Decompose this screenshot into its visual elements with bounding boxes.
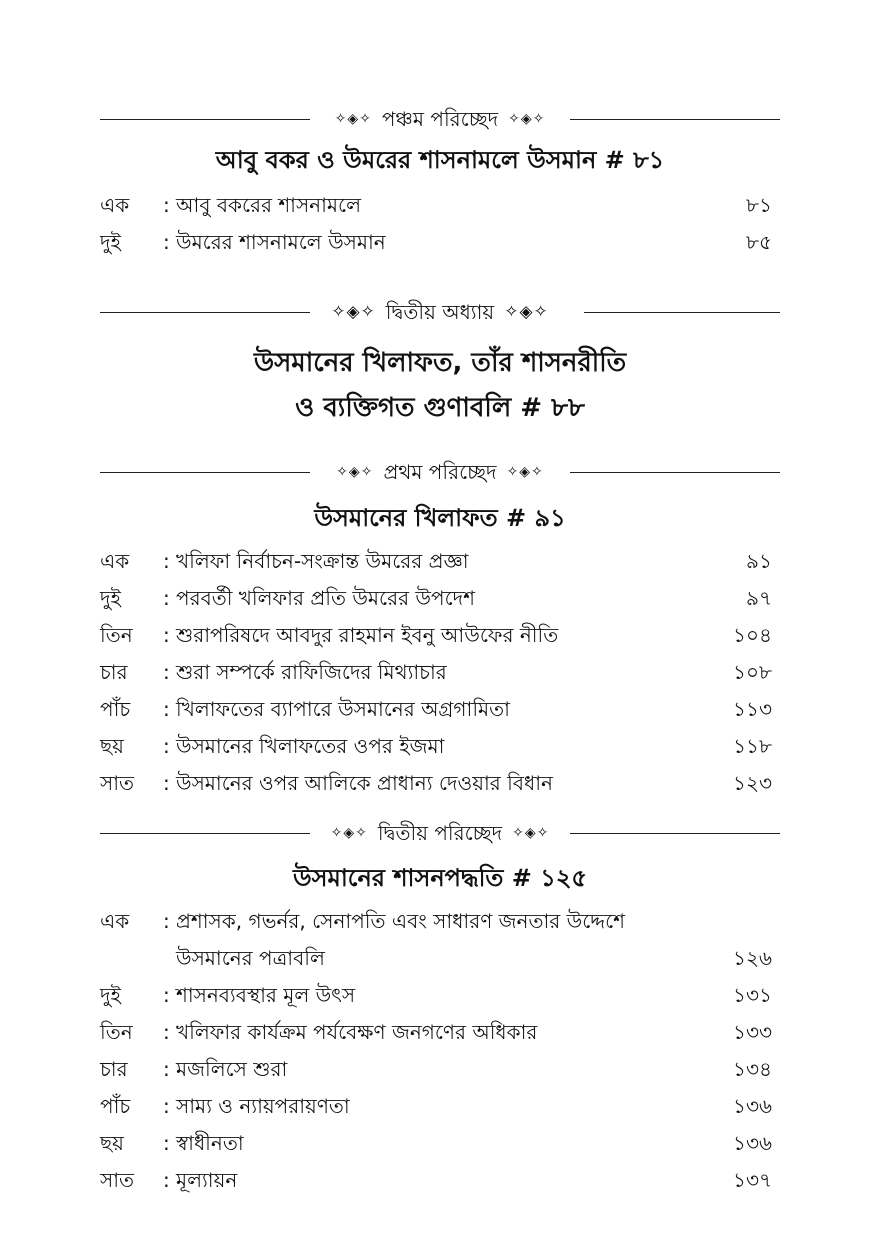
entry-title: খিলাফতের ব্যাপারে উসমানের অগ্রগামিতা	[176, 697, 510, 721]
ornament-icon: ✧◈✧	[508, 111, 546, 127]
divider-label: দ্বিতীয় অধ্যায়	[385, 300, 495, 324]
entry-page: ১০৪	[733, 623, 772, 647]
entry-title: শুরাপরিষদে আবদুর রাহমান ইবনু আউফের নীতি	[176, 623, 559, 647]
entry-colon: :	[163, 1131, 170, 1155]
toc-entry[interactable]	[100, 1126, 780, 1160]
entry-number: এক	[100, 193, 130, 217]
entry-colon: :	[163, 1168, 170, 1192]
ornament-icon: ✧◈✧	[331, 302, 376, 322]
divider-rule-right	[584, 312, 780, 313]
toc-entry[interactable]	[100, 544, 780, 578]
toc-entry[interactable]	[100, 618, 780, 652]
toc-entry[interactable]	[100, 655, 780, 689]
entry-title: খলিফা নির্বাচন-সংক্রান্ত উমরের প্রজ্ঞা	[176, 549, 469, 573]
entry-number: সাত	[100, 1168, 135, 1192]
entry-number: তিন	[100, 1020, 133, 1044]
entry-colon: :	[163, 734, 170, 758]
divider-center	[331, 302, 549, 322]
ornament-icon: ✧◈✧	[512, 825, 550, 841]
entry-title: প্রশাসক, গভর্নর, সেনাপতি এবং সাধারণ জনতার উদ্দেশে	[176, 909, 625, 933]
chapter-heading-line1: উসমানের খিলাফত, তাঁর শাসনরীতি	[253, 348, 627, 378]
entry-page: ১২৩	[733, 771, 772, 795]
entry-page: ৯১	[746, 549, 772, 573]
entry-page: ১১৮	[733, 734, 772, 758]
entry-page: ৮১	[746, 193, 772, 217]
divider-center	[336, 462, 544, 482]
entry-colon: :	[163, 983, 170, 1007]
toc-entry[interactable]	[100, 1052, 780, 1086]
entry-number: তিন	[100, 623, 133, 647]
entry-page: ১৩৩	[733, 1020, 772, 1044]
entry-number: পাঁচ	[100, 1094, 131, 1118]
entry-page: ১৩১	[733, 983, 772, 1007]
entry-title: শাসনব্যবস্থার মূল উৎস	[176, 983, 356, 1007]
entry-colon: :	[163, 1020, 170, 1044]
entry-page: ১০৮	[733, 660, 772, 684]
entry-number: এক	[100, 909, 130, 933]
entry-colon: :	[163, 623, 170, 647]
entry-title-continuation: উসমানের পত্রাবলি	[176, 946, 325, 970]
divider-center	[335, 109, 546, 129]
entry-title: স্বাধীনতা	[176, 1131, 244, 1155]
entry-number: চার	[100, 1057, 128, 1081]
divider-label: পঞ্চম পরিচ্ছেদ	[381, 107, 499, 131]
ornament-icon: ✧◈✧	[506, 464, 544, 480]
entry-colon: :	[163, 771, 170, 795]
entry-colon: :	[163, 909, 170, 933]
entry-page: ৯৭	[746, 586, 772, 610]
section-heading: উসমানের শাসনপদ্ধতি # ১২৫	[292, 864, 588, 892]
chapter-heading-line2: ও ব্যক্তিগত গুণাবলি # ৮৮	[295, 393, 585, 423]
entry-number: সাত	[100, 771, 135, 795]
entry-title: মজলিসে শুরা	[176, 1057, 288, 1081]
entry-title: উসমানের খিলাফতের ওপর ইজমা	[176, 734, 445, 758]
entry-number: পাঁচ	[100, 697, 131, 721]
entry-title: খলিফার কার্যক্রম পর্যবেক্ষণ জনগণের অধিকার	[176, 1020, 538, 1044]
chapter-divider	[100, 101, 780, 137]
entry-title: মূল্যায়ন	[176, 1168, 238, 1192]
divider-label: প্রথম পরিচ্ছেদ	[383, 460, 497, 484]
ornament-icon: ✧◈✧	[504, 302, 549, 322]
entry-colon: :	[163, 1057, 170, 1081]
toc-entry[interactable]	[100, 978, 780, 1012]
entry-colon: :	[163, 549, 170, 573]
entry-page: ১৩৬	[733, 1094, 772, 1118]
entry-number: দুই	[100, 230, 121, 254]
toc-entry[interactable]	[100, 729, 780, 763]
entry-page: ৮৫	[746, 230, 772, 254]
toc-entry[interactable]	[100, 766, 780, 800]
entry-number: দুই	[100, 586, 121, 610]
toc-entry[interactable]	[100, 581, 780, 615]
entry-number: ছয়	[100, 1131, 124, 1155]
entry-title: উমরের শাসনামলে উসমান	[176, 230, 386, 254]
toc-entry[interactable]	[100, 1089, 780, 1123]
entry-page: ১১৩	[733, 697, 772, 721]
part-divider	[100, 294, 780, 330]
entry-number: এক	[100, 549, 130, 573]
entry-colon: :	[163, 230, 170, 254]
divider-rule-right	[570, 833, 780, 834]
entry-colon: :	[163, 697, 170, 721]
divider-rule-left	[100, 833, 310, 834]
entry-title: আবু বকরের শাসনামলে	[176, 193, 361, 217]
divider-center	[331, 823, 550, 843]
entry-page: ১২৬	[733, 946, 772, 970]
toc-entry[interactable]	[100, 188, 780, 222]
entry-colon: :	[163, 586, 170, 610]
divider-rule-right	[570, 119, 780, 120]
entry-number: চার	[100, 660, 128, 684]
entry-colon: :	[163, 193, 170, 217]
toc-entry[interactable]	[100, 692, 780, 726]
toc-entry[interactable]	[100, 225, 780, 259]
section-heading: উসমানের খিলাফত # ৯১	[314, 504, 566, 532]
divider-rule-left	[100, 312, 310, 313]
entry-page: ১৩৬	[733, 1131, 772, 1155]
entry-number: ছয়	[100, 734, 124, 758]
divider-rule-left	[100, 472, 310, 473]
entry-title: উসমানের ওপর আলিকে প্রাধান্য দেওয়ার বিধান	[176, 771, 553, 795]
toc-entry-continuation[interactable]	[100, 941, 780, 975]
ornament-icon: ✧◈✧	[336, 464, 374, 480]
toc-entry[interactable]	[100, 1015, 780, 1049]
entry-colon: :	[163, 660, 170, 684]
entry-page: ১৩৭	[733, 1168, 772, 1192]
entry-title: শুরা সম্পর্কে রাফিজিদের মিথ্যাচার	[176, 660, 447, 684]
toc-entry[interactable]	[100, 1163, 780, 1197]
toc-entry[interactable]	[100, 904, 780, 938]
entry-title: সাম্য ও ন্যায়পরায়ণতা	[176, 1094, 350, 1118]
chapter-divider	[100, 454, 780, 490]
ornament-icon: ✧◈✧	[330, 825, 368, 841]
ornament-icon: ✧◈✧	[334, 111, 372, 127]
entry-number: দুই	[100, 983, 121, 1007]
divider-rule-right	[570, 472, 780, 473]
divider-label: দ্বিতীয় পরিচ্ছেদ	[377, 821, 503, 845]
divider-rule-left	[100, 119, 310, 120]
chapter-divider	[100, 815, 780, 851]
entry-title: পরবর্তী খলিফার প্রতি উমরের উপদেশ	[176, 586, 475, 610]
entry-colon: :	[163, 1094, 170, 1118]
section-heading: আবু বকর ও উমরের শাসনামলে উসমান # ৮১	[215, 146, 665, 174]
entry-page: ১৩৪	[733, 1057, 772, 1081]
